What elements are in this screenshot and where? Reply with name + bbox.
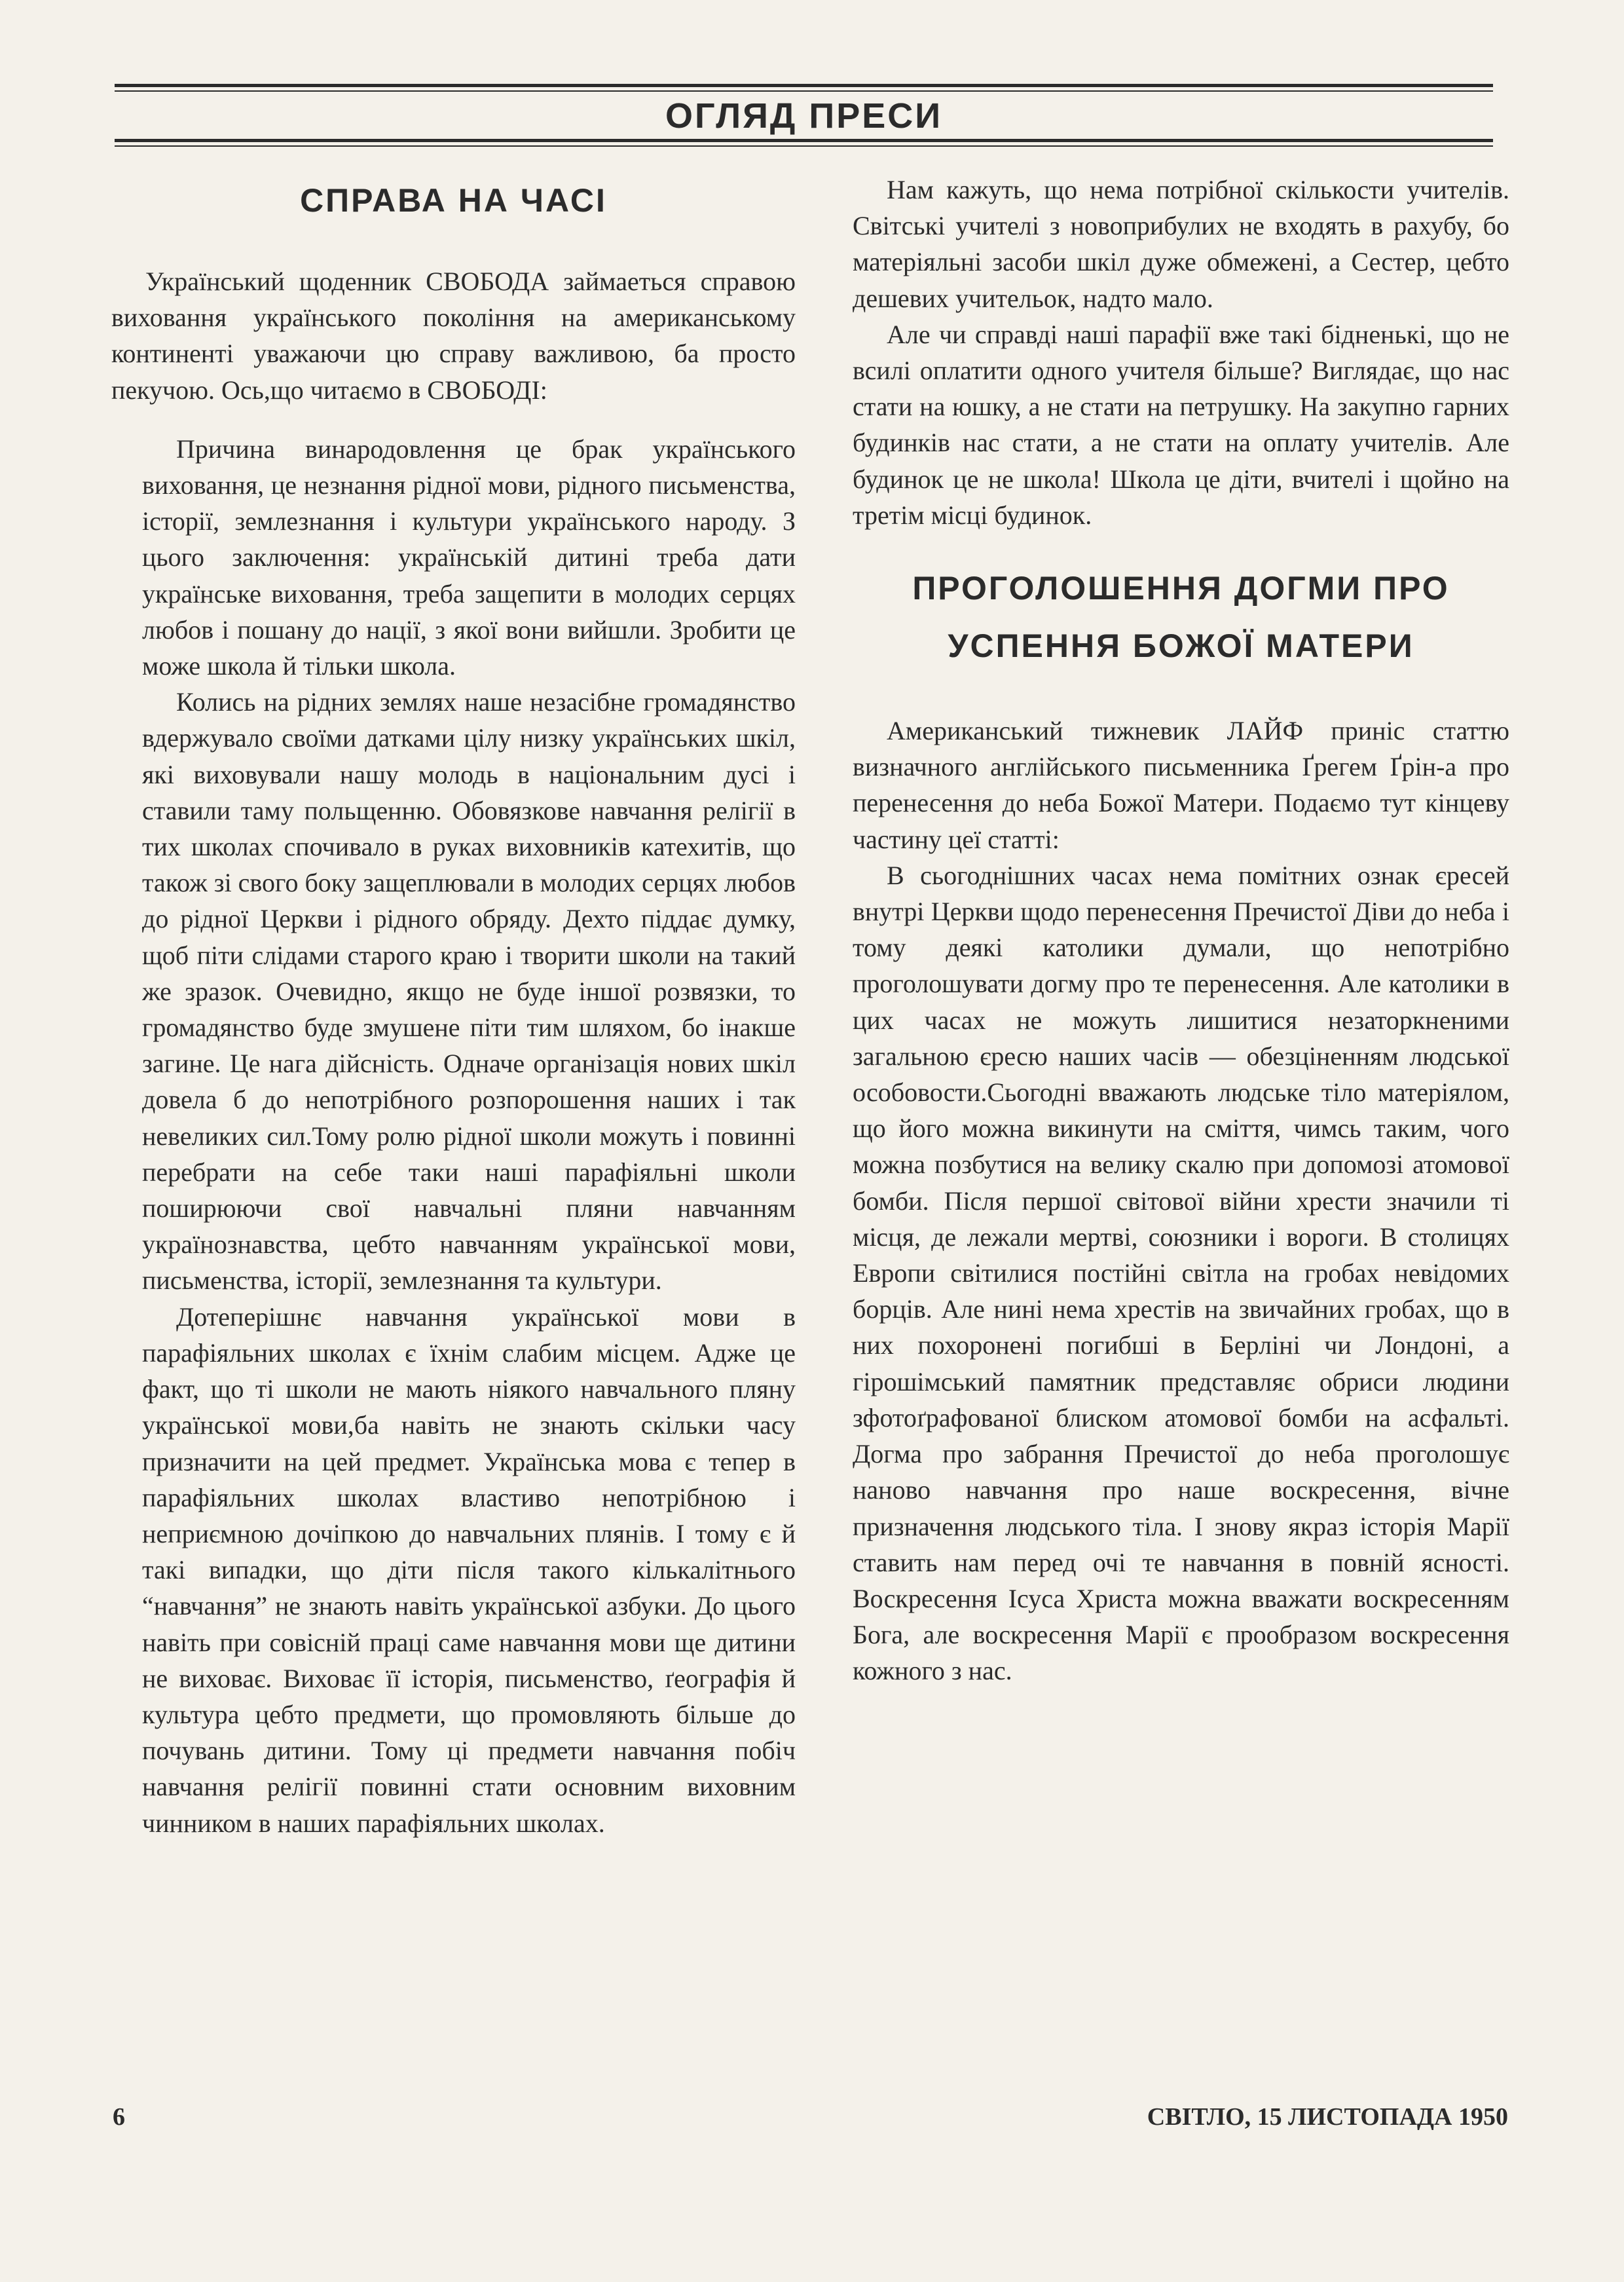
bottom-rule-thin [115, 145, 1493, 147]
article2-intro: Американський тижневик ЛАЙФ приніс статтю визначного англійського письменника Ґрегем Ґрін-а про перенесення до неба Божої Матери. Подаємо тут кінцеву частину цеї статті: [853, 716, 1509, 854]
bottom-rule-thick [115, 139, 1493, 142]
article1-intro: Український щоденник СВОБОДА займаеться справою виховання українського покоління на американському континенті уважаючи цю справу важливою, ба просто пекучою. Ось,що читаємо в СВОБОДІ: [111, 267, 796, 405]
article1-continuation-paragraph: Але чи справді наші парафії вже такі бідненькі, що не всилі оплатити одного учителя більше? Виглядає, що нас стати на юшку, а не стати на петрушку. На закупно гарних будинків нас стати, а не стати на оплату учителів. Але будинок це не школа! Школа це діти, вчителі і щойно на третім місці будинок. [853, 319, 1509, 530]
left-column [111, 172, 796, 1841]
top-rule-thin [115, 90, 1493, 92]
article1-quote-paragraph: Причина винародовлення це брак українського виховання, це незнання рідної мови, рідного письменства, історії, землезнання і культури українського народу. З цього заключення: українській дитині треба дати українське виховання, треба защепити в молодих серцях любов і пошану до нації, з якої вони вийшли. Зробити це може школа й тільки школа. [142, 434, 796, 681]
right-column [853, 172, 1509, 1689]
article1-quote-paragraph: Колись на рідних землях наше незасібне громадянство вдержувало своїми датками цілу низку українських шкіл, які виховували нашу молодь в національним дусі і ставили таму польщенню. Обовязкове навчання релігії в тих школах спочивало в руках виховників катехитів, що також зі свого боку защеплювали в молодих серцях любов до рідної Церкви і рідного обряду. Дехто піддає думку, щоб піти слідами старого краю і творити школи на такий же зразок. Очевидно, якщо не буде іншої розвязки, то громадянство буде змушене піти тим шляхом, бо інакше загине. Це нага дійсність. Одначе організація нових шкіл довела б до непотрібного розпорошення наших і так невеликих сил.Тому ролю рідної школи можуть і повинні перебрати на себе таки наші парафіяльні школи поширюючи свої навчальні пляни навчанням українознавства, цебто навчанням української мови, письменства, історії, землезнання та культури. [142, 687, 796, 1296]
page-number: 6 [113, 2103, 125, 2131]
section-title: ОГЛЯД ПРЕСИ [665, 96, 943, 136]
article1-quote-paragraph: Дотеперішнє навчання української мови в парафіяльних школах є їхнім слабим місцем. Адже це факт, що ті школи не мають ніякого навчального пляну української мови,ба навіть не знають скільки часу призначити на цей предмет. Українська мова є тепер в парафіяльних школах властиво непотрібною і неприємною дочіпкою до навчальних плянів. І тому є й такі випадки, що діти після такого кількалітнього “навчання” не знають навіть української азбуки. До цього навіть при совісній праці саме навчання мови ще дитини не виховає. Виховає її історія, письменство, ґеографія й культура цебто предмети, що промовляють більше до почувань дитини. Тому ці предмети навчання побіч навчання релігії повинні стати основним виховним чинником в наших парафіяльних школах. [142, 1301, 796, 1838]
article2-body: В сьогоднішних часах нема помітних ознак єресей внутрі Церкви щодо перенесення Пречистої Діви до неба і тому деякі католики думали, що непотрібно проголошувати догму про те перенесення. Але католики в цих часах не можуть лишитися незаторкненими загальною єресю наших часів — обезціненням людської особовости.Сьогодні вважають людське тіло матеріялом, що його можна викинути на сміття, чимсь таким, чого можна позбутися на велику скалю при допомозі атомової бомби. Після першої світової війни хрести значили ті місця, де лежали мертві, союзники і вороги. В столицях Европи світилися постійні світла на гробах невідомих борців. Але нині нема хрестів на звичайних гробах, що в них похоронені погибші в Берліні чи Лондоні, а гірошімський памятник представляє обриси людини зфотоґрафованої блиском атомової бомби на асфальті. Догма про забрання Пречистої до неба проголошує наново навчання про наше воскресення, вічне призначення людського тіла. І знову якраз історія Марії ставить нам перед очі те навчання в повній ясності. Воскресення Ісуса Христа можна вважати воскресенням Бога, але воскресення Марії є прообразом воскресення кожного з нас. [853, 860, 1509, 1686]
top-rule-thick [115, 84, 1493, 87]
article2-title-line1: ПРОГОЛОШЕННЯ ДОГМИ ПРО [912, 570, 1450, 607]
article1-continuation-paragraph: Нам кажуть, що нема потрібної скількости учителів. Світські учителі з новоприбулих не входять в рахубу, бо матеріяльні засоби шкіл дуже обмежені, а Сестер, цебто дешевих учительок, надто мало. [853, 175, 1509, 313]
issue-imprint: СВІТЛО, 15 ЛИСТОПАДА 1950 [1147, 2103, 1508, 2131]
article1-title: СПРАВА НА ЧАСІ [300, 182, 607, 219]
article2-title-line2: УСПЕННЯ БОЖОЇ МАТЕРИ [948, 627, 1414, 665]
